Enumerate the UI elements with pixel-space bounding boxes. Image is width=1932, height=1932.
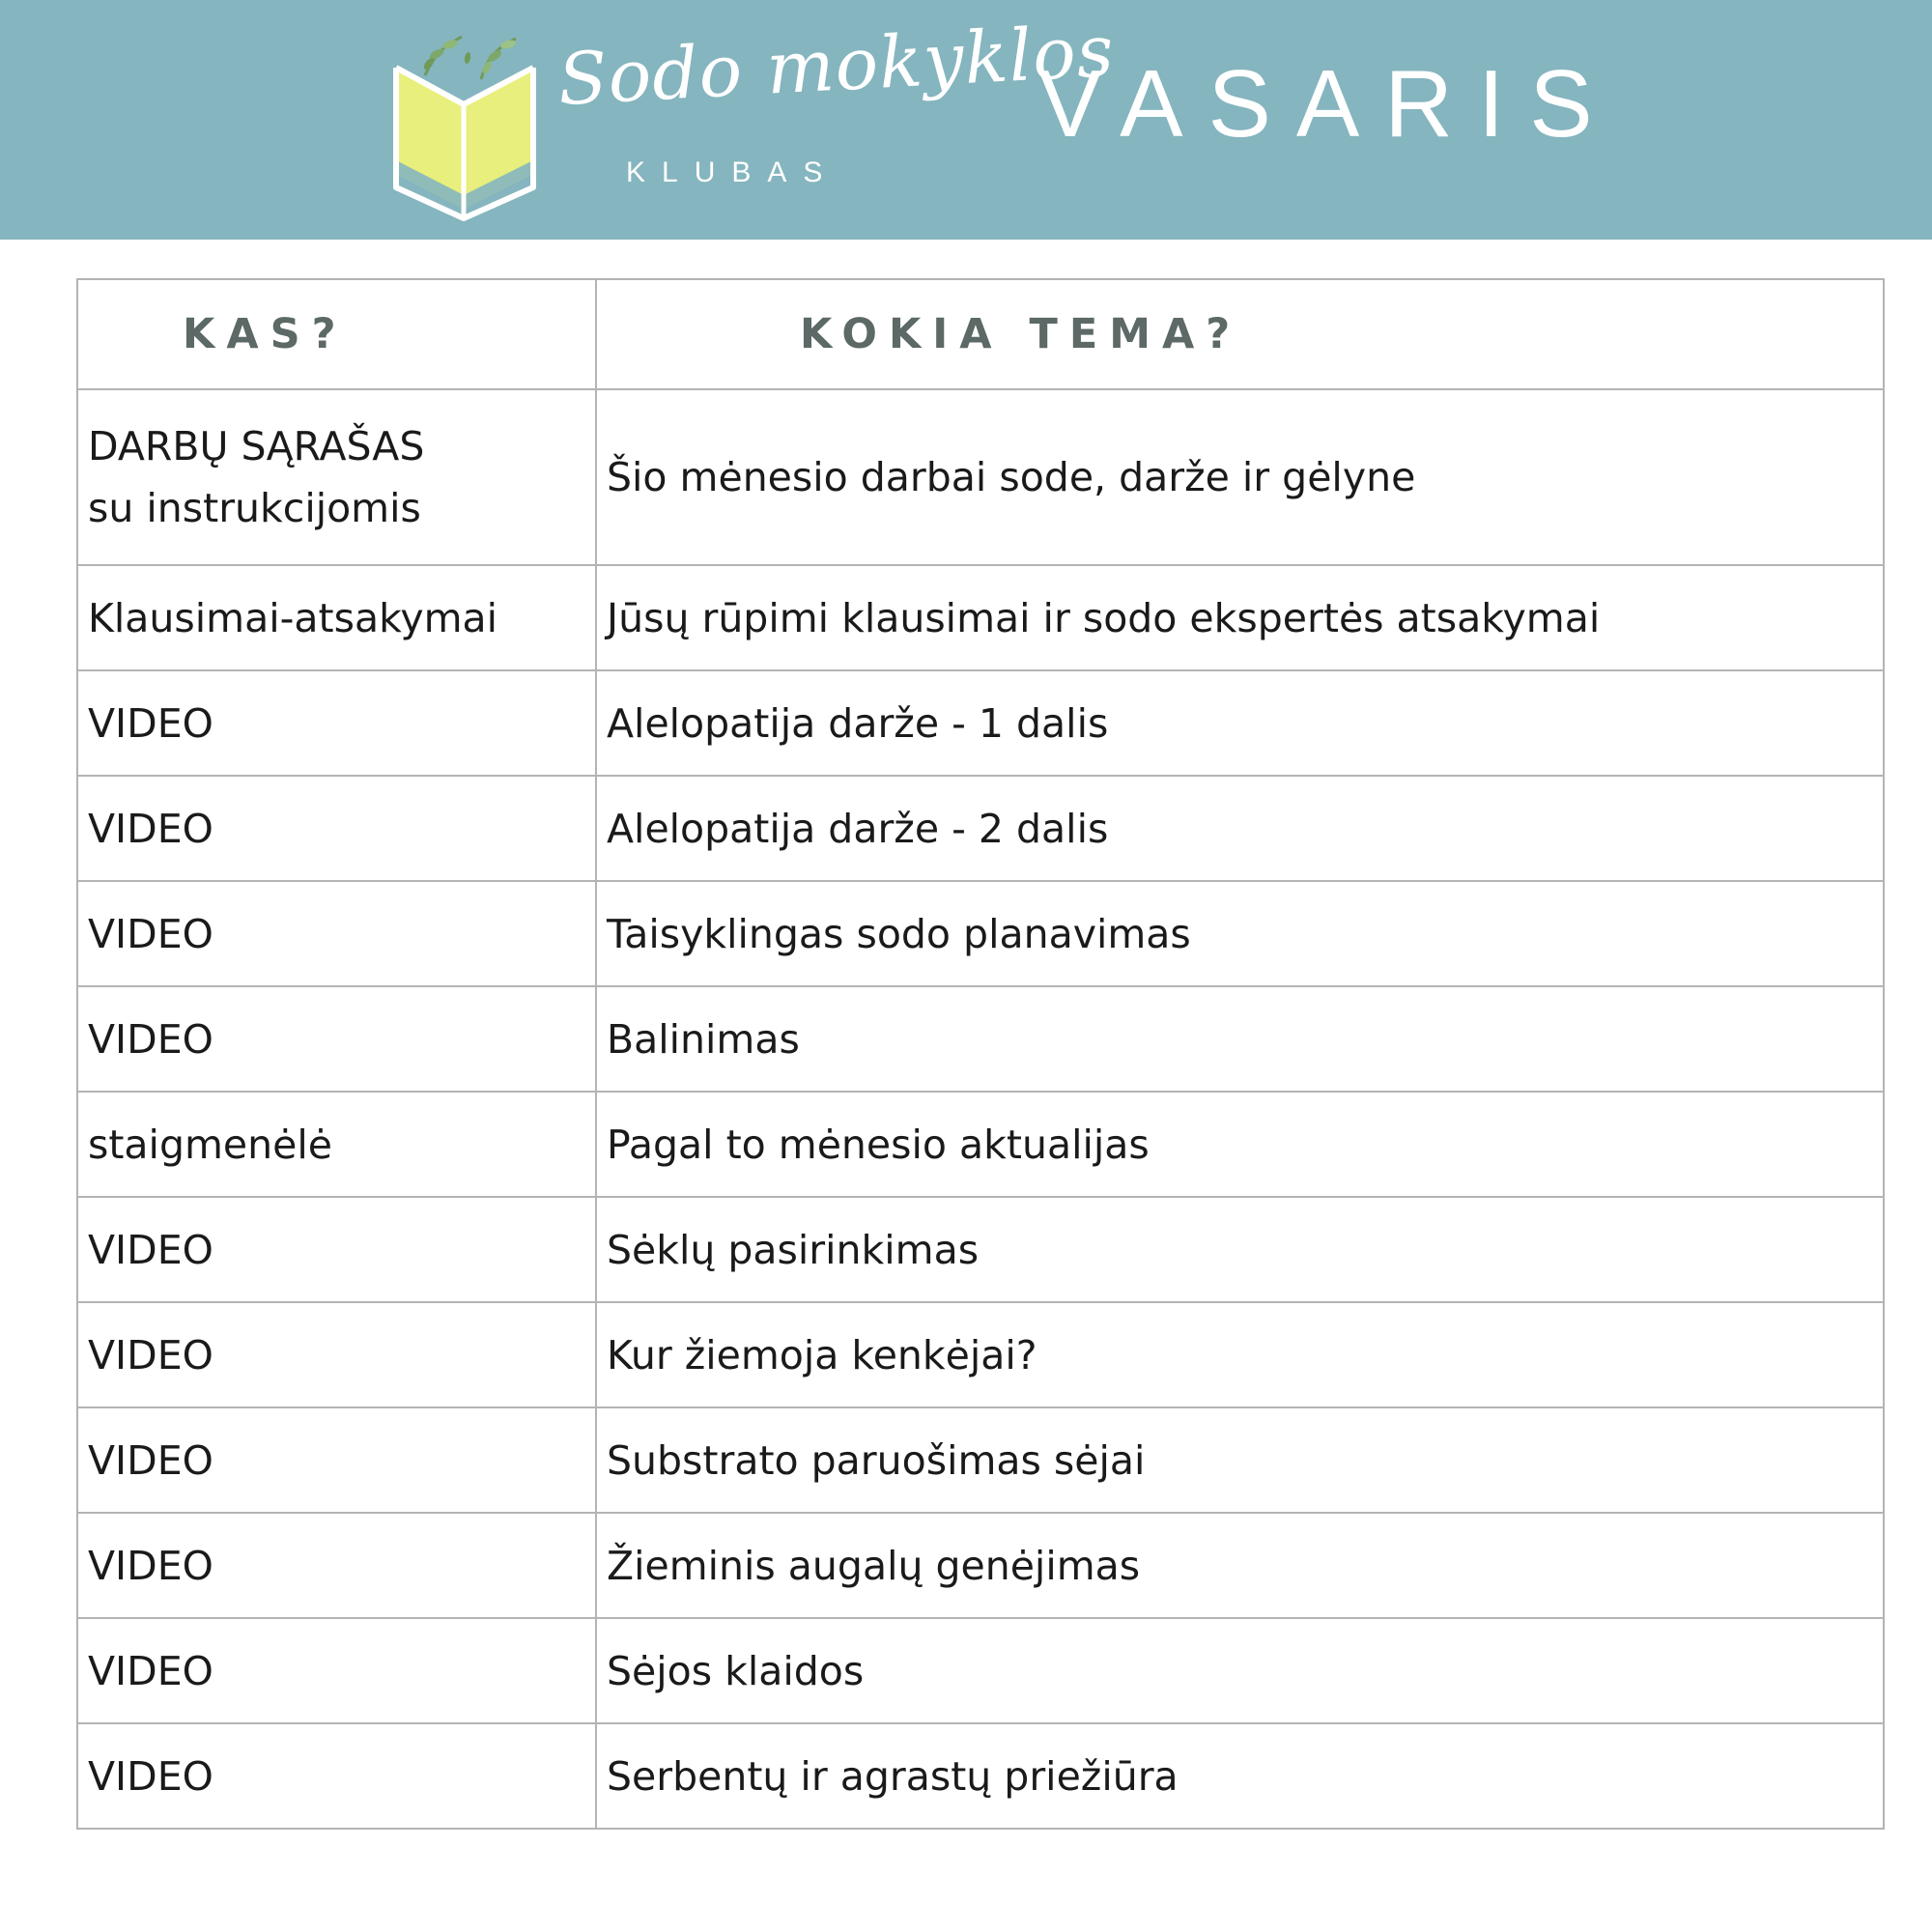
kas-cell: VIDEO — [77, 1618, 596, 1723]
tema-cell: Jūsų rūpimi klausimai ir sodo ekspertės atsakymai — [596, 565, 1884, 670]
logo-script-text: Sodo mokyklos — [555, 9, 1117, 122]
table-row — [77, 670, 1884, 776]
table-row — [77, 1092, 1884, 1197]
table-row — [77, 881, 1884, 986]
kas-line-2: su instrukcijomis — [88, 485, 421, 531]
kas-cell — [77, 389, 596, 565]
month-title: VASARIS — [1038, 50, 1618, 156]
table-header-row — [77, 279, 1884, 389]
kas-cell: staigmenėlė — [77, 1092, 596, 1197]
tema-cell: Balinimas — [596, 986, 1884, 1092]
table-row — [77, 1197, 1884, 1302]
tema-cell: Sėjos klaidos — [596, 1618, 1884, 1723]
table-row — [77, 1513, 1884, 1618]
table-row — [77, 1723, 1884, 1829]
kas-cell: Klausimai-atsakymai — [77, 565, 596, 670]
kas-cell: VIDEO — [77, 670, 596, 776]
logo-subtitle: KLUBAS — [626, 156, 839, 188]
topics-table — [76, 278, 1885, 1830]
tema-cell: Substrato paruošimas sėjai — [596, 1407, 1884, 1513]
kas-cell: VIDEO — [77, 986, 596, 1092]
table-row — [77, 1302, 1884, 1407]
tema-cell: Pagal to mėnesio aktualijas — [596, 1092, 1884, 1197]
column-header-kas: KAS? — [77, 279, 596, 389]
kas-cell: VIDEO — [77, 881, 596, 986]
kas-line-1: DARBŲ SĄRAŠAS — [88, 423, 425, 469]
tema-cell: Serbentų ir agrastų priežiūra — [596, 1723, 1884, 1829]
tema-cell: Alelopatija darže - 1 dalis — [596, 670, 1884, 776]
kas-cell: VIDEO — [77, 1407, 596, 1513]
table-row — [77, 565, 1884, 670]
table-row — [77, 776, 1884, 881]
kas-cell: VIDEO — [77, 1513, 596, 1618]
kas-cell: VIDEO — [77, 1302, 596, 1407]
header-band — [0, 0, 1932, 240]
tema-cell: Sėklų pasirinkimas — [596, 1197, 1884, 1302]
table-row — [77, 986, 1884, 1092]
tema-cell: Taisyklingas sodo planavimas — [596, 881, 1884, 986]
book-logo-icon — [386, 29, 543, 222]
kas-cell: VIDEO — [77, 1197, 596, 1302]
table-row — [77, 1407, 1884, 1513]
column-header-tema: KOKIA TEMA? — [596, 279, 1884, 389]
tema-cell: Šio mėnesio darbai sode, darže ir gėlyne — [596, 389, 1884, 565]
kas-cell: VIDEO — [77, 776, 596, 881]
tema-cell: Kur žiemoja kenkėjai? — [596, 1302, 1884, 1407]
table-row — [77, 389, 1884, 565]
tema-cell: Alelopatija darže - 2 dalis — [596, 776, 1884, 881]
tema-cell: Žieminis augalų genėjimas — [596, 1513, 1884, 1618]
kas-cell: VIDEO — [77, 1723, 596, 1829]
table-row — [77, 1618, 1884, 1723]
